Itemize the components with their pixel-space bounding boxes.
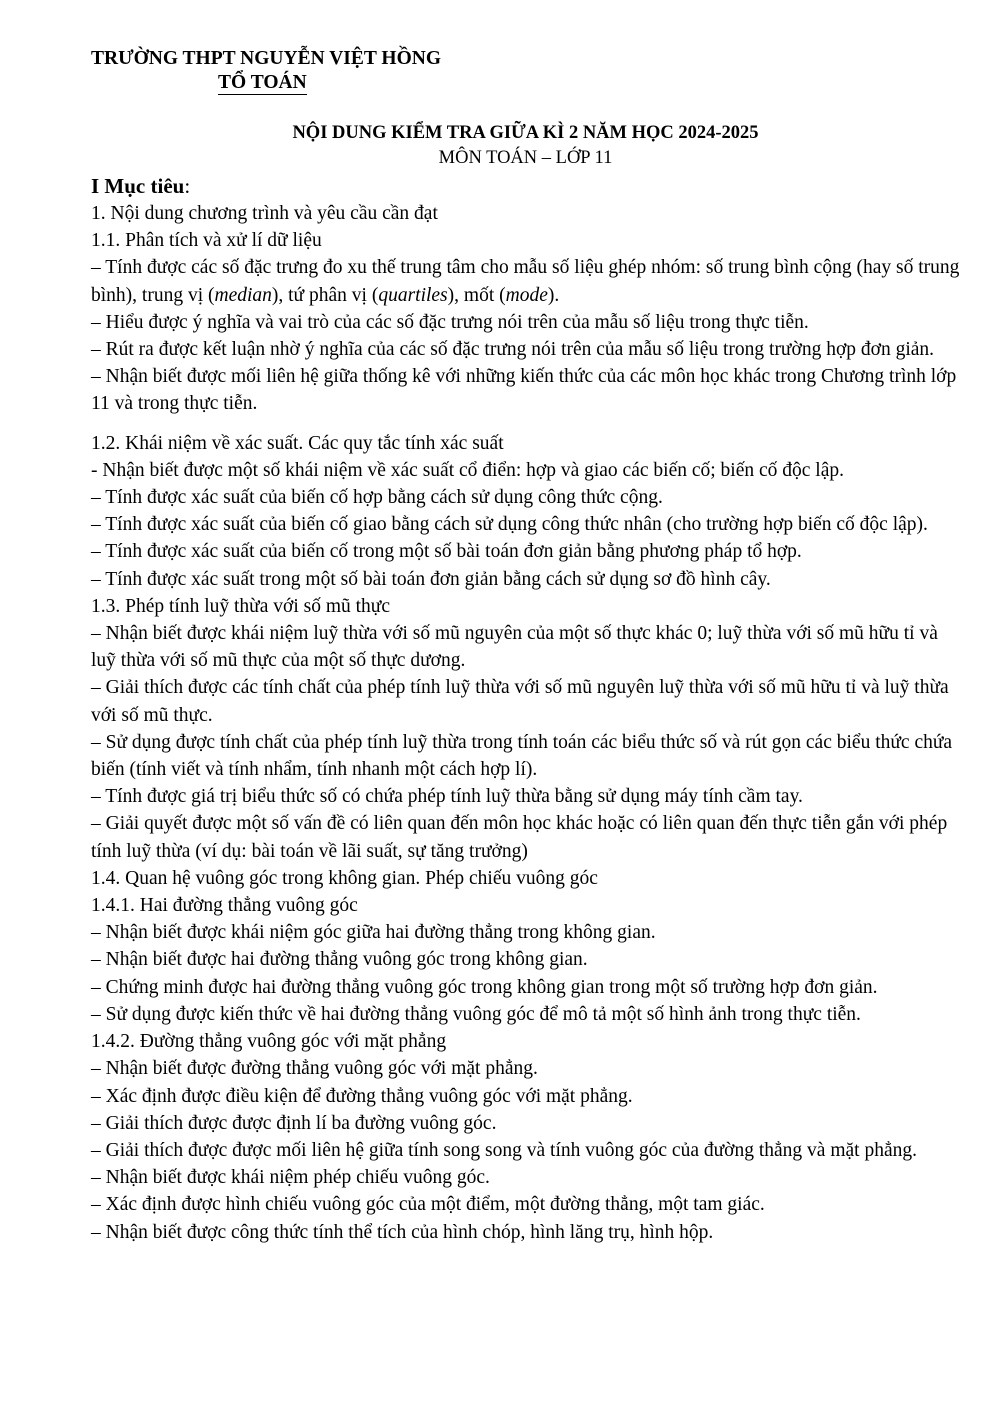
title-block bbox=[91, 121, 960, 171]
subsection-heading: 1. Nội dung chương trình và yêu cầu cần đạt bbox=[91, 203, 438, 224]
list-item: – Tính được xác suất của biến cố trong một số bài toán đơn giản bằng phương pháp tổ hợp. bbox=[91, 541, 802, 563]
document-subtitle: MÔN TOÁN – LỚP 11 bbox=[438, 148, 613, 168]
list-item: - Nhận biết được một số khái niệm về xác suất cổ điển: hợp và giao các biến cố; biến cố độc lập. bbox=[91, 459, 844, 481]
section-heading-text: I Mục tiêu bbox=[91, 174, 185, 198]
section-heading-colon: : bbox=[184, 174, 191, 198]
document-body bbox=[91, 200, 960, 1246]
list-item: – Giải thích được các tính chất của phép tính luỹ thừa với số mũ nguyên luỹ thừa với số mũ hữu tỉ và luỹ thừa với số mũ thực. bbox=[91, 677, 949, 726]
section-heading bbox=[91, 173, 960, 200]
subsection-heading: 1.2. Khái niệm về xác suất. Các quy tắc tính xác suất bbox=[91, 432, 504, 454]
list-item: – Tính được giá trị biểu thức số có chứa phép tính luỹ thừa bằng sử dụng máy tính cầm tay. bbox=[91, 786, 803, 808]
paragraph-gap bbox=[91, 418, 960, 430]
list-item: – Tính được xác suất của biến cố hợp bằng cách sử dụng công thức cộng. bbox=[91, 487, 663, 509]
list-item: – Nhận biết được mối liên hệ giữa thống kê với những kiến thức của các môn học khác trong Chương trình lớp 11 và trong thực tiễn. bbox=[91, 366, 957, 415]
list-item: – Giải thích được được định lí ba đường vuông góc. bbox=[91, 1112, 497, 1134]
list-item: – Nhận biết được khái niệm góc giữa hai đường thẳng trong không gian. bbox=[91, 922, 656, 944]
list-item: – Hiểu được ý nghĩa và vai trò của các số đặc trưng nói trên của mẫu số liệu trong thực tiễn. bbox=[91, 311, 809, 333]
subsection-heading: 1.4.1. Hai đường thẳng vuông góc bbox=[91, 895, 358, 917]
text-run: ), tứ phân vị ( bbox=[271, 284, 379, 306]
text-run: ). bbox=[547, 284, 560, 306]
italic-term: mode bbox=[505, 284, 548, 306]
list-item: – Giải thích được được mối liên hệ giữa tính song song và tính vuông góc của đường thẳng và mặt phẳng. bbox=[91, 1139, 917, 1161]
list-item: – Rút ra được kết luận nhờ ý nghĩa của các số đặc trưng nói trên của mẫu số liệu trong trường hợp đơn giản. bbox=[91, 339, 935, 361]
text-run: – Tính được các số đặc trưng đo xu thế trung tâm cho mẫu số liệu ghép nhóm: số trung bình cộng (hay số trung bình), trung vị ( bbox=[91, 257, 960, 306]
list-item: – Nhận biết được đường thẳng vuông góc với mặt phẳng. bbox=[91, 1058, 538, 1080]
list-item: – Chứng minh được hai đường thẳng vuông góc trong không gian trong một số trường hợp đơn giản. bbox=[91, 976, 878, 998]
department-name: TỔ TOÁN bbox=[218, 72, 307, 93]
document-title: NỘI DUNG KIỂM TRA GIỮA KÌ 2 NĂM HỌC 2024-2025 bbox=[292, 123, 759, 143]
subsection-heading: 1.3. Phép tính luỹ thừa với số mũ thực bbox=[91, 595, 391, 617]
list-item: – Nhận biết được khái niệm phép chiếu vuông góc. bbox=[91, 1167, 490, 1189]
list-item: – Xác định được hình chiếu vuông góc của một điểm, một đường thẳng, một tam giác. bbox=[91, 1194, 765, 1216]
list-item: – Sử dụng được kiến thức về hai đường thẳng vuông góc để mô tả một số hình ảnh trong thực tiễn. bbox=[91, 1003, 861, 1025]
subsection-heading: 1.4.2. Đường thẳng vuông góc với mặt phẳng bbox=[91, 1031, 447, 1053]
subsection-heading: 1.1. Phân tích và xử lí dữ liệu bbox=[91, 230, 322, 252]
list-item: – Nhận biết được khái niệm luỹ thừa với số mũ nguyên của một số thực khác 0; luỹ thừa với số mũ hữu tỉ và luỹ thừa với số mũ thực của một số thực dương. bbox=[91, 623, 938, 672]
list-item bbox=[91, 254, 960, 308]
italic-term: median bbox=[214, 284, 272, 306]
list-item: – Sử dụng được tính chất của phép tính luỹ thừa trong tính toán các biểu thức số và rút gọn các biểu thức chứa biến (tính viết và tính nhẩm, tính nhanh một cách hợp lí). bbox=[91, 731, 953, 781]
italic-term: quartiles bbox=[378, 284, 448, 306]
list-item: – Giải quyết được một số vấn đề có liên quan đến môn học khác hoặc có liên quan đến thực tiễn gắn với phép tính luỹ thừa (ví dụ: bài toán về lãi suất, sự tăng trưởng) bbox=[91, 813, 948, 862]
list-item: – Xác định được điều kiện để đường thẳng vuông góc với mặt phẳng. bbox=[91, 1085, 633, 1107]
list-item: – Tính được xác suất trong một số bài toán đơn giản bằng cách sử dụng sơ đồ hình cây. bbox=[91, 568, 771, 590]
subsection-heading: 1.4. Quan hệ vuông góc trong không gian. Phép chiếu vuông góc bbox=[91, 867, 598, 889]
school-name: TRƯỜNG THPT NGUYỄN VIỆT HỒNG bbox=[91, 48, 441, 69]
list-item: – Nhận biết được công thức tính thể tích của hình chóp, hình lăng trụ, hình hộp. bbox=[91, 1221, 714, 1243]
list-item: – Nhận biết được hai đường thẳng vuông góc trong không gian. bbox=[91, 949, 588, 971]
text-run: ), mốt ( bbox=[447, 284, 506, 306]
list-item: – Tính được xác suất của biến cố giao bằng cách sử dụng công thức nhân (cho trường hợp biến cố độc lập). bbox=[91, 514, 928, 536]
